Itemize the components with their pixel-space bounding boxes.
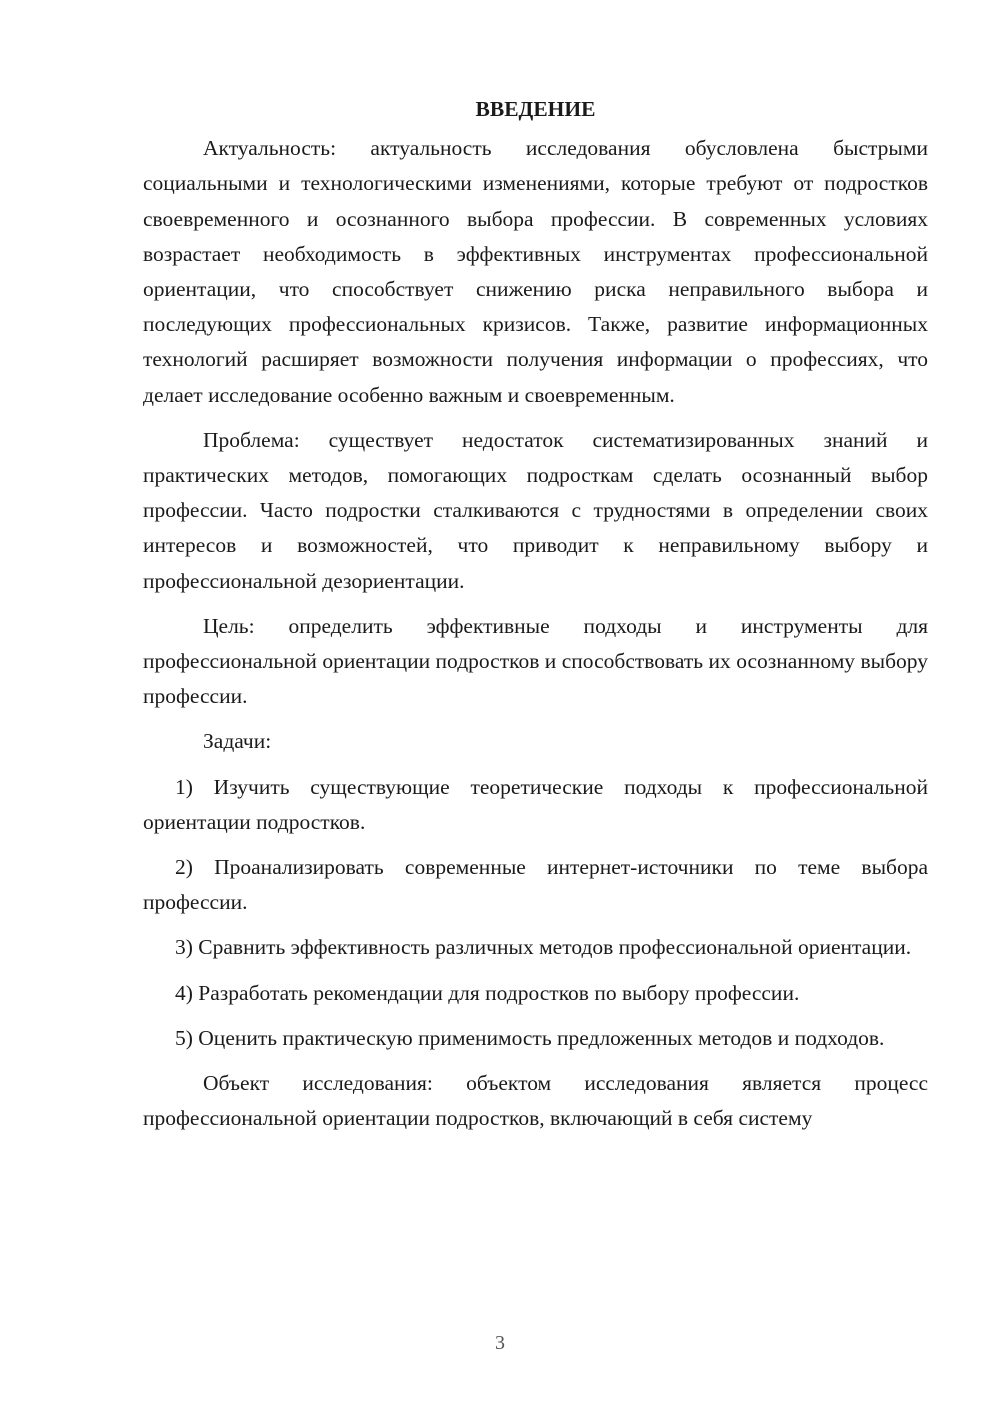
section-title: ВВЕДЕНИЕ bbox=[475, 97, 596, 121]
document-page bbox=[143, 92, 928, 1146]
task-item-3: 3) Сравнить эффективность различных методов профессиональной ориентации. bbox=[175, 935, 912, 960]
tasks-heading: Задачи: bbox=[203, 729, 272, 754]
task-item-5: 5) Оценить практическую применимость предложенных методов и подходов. bbox=[175, 1025, 885, 1050]
task-item-2: 2) Проанализировать современные интернет-источники по теме выбора профессии. bbox=[143, 855, 928, 915]
object-paragraph: Объект исследования: объектом исследования является процесс профессиональной ориентации подростков, включающий в себя систему bbox=[143, 1071, 928, 1131]
goal-paragraph: Цель: определить эффективные подходы и инструменты для профессиональной ориентации подростков и способствовать их осознанному выбору профессии. bbox=[143, 613, 928, 709]
problem-paragraph: Проблема: существует недостаток систематизированных знаний и практических методов, помогающих подросткам сделать осознанный выбор профессии. Часто подростки сталкиваются с трудностями в определении своих интересов и возможностей, что приводит к неправильному выбору и профессиональной дезориентации. bbox=[143, 427, 928, 593]
task-item-4: 4) Разработать рекомендации для подростков по выбору профессии. bbox=[175, 980, 800, 1005]
relevance-paragraph: Актуальность: актуальность исследования обусловлена быстрыми социальными и технологическими изменениями, которые требуют от подростков своевременного и осознанного выбора профессии. В современных условиях возрастает необходимость в эффективных инструментах профессиональной ориентации, что способствует снижению риска неправильного выбора и последующих профессиональных кризисов. Также, развитие информационных технологий расширяет возможности получения информации о профессиях, что делает исследование особенно важным и своевременным. bbox=[143, 136, 928, 407]
task-item-1: 1) Изучить существующие теоретические подходы к профессиональной ориентации подростков. bbox=[143, 774, 928, 834]
page-number: 3 bbox=[495, 1332, 505, 1354]
